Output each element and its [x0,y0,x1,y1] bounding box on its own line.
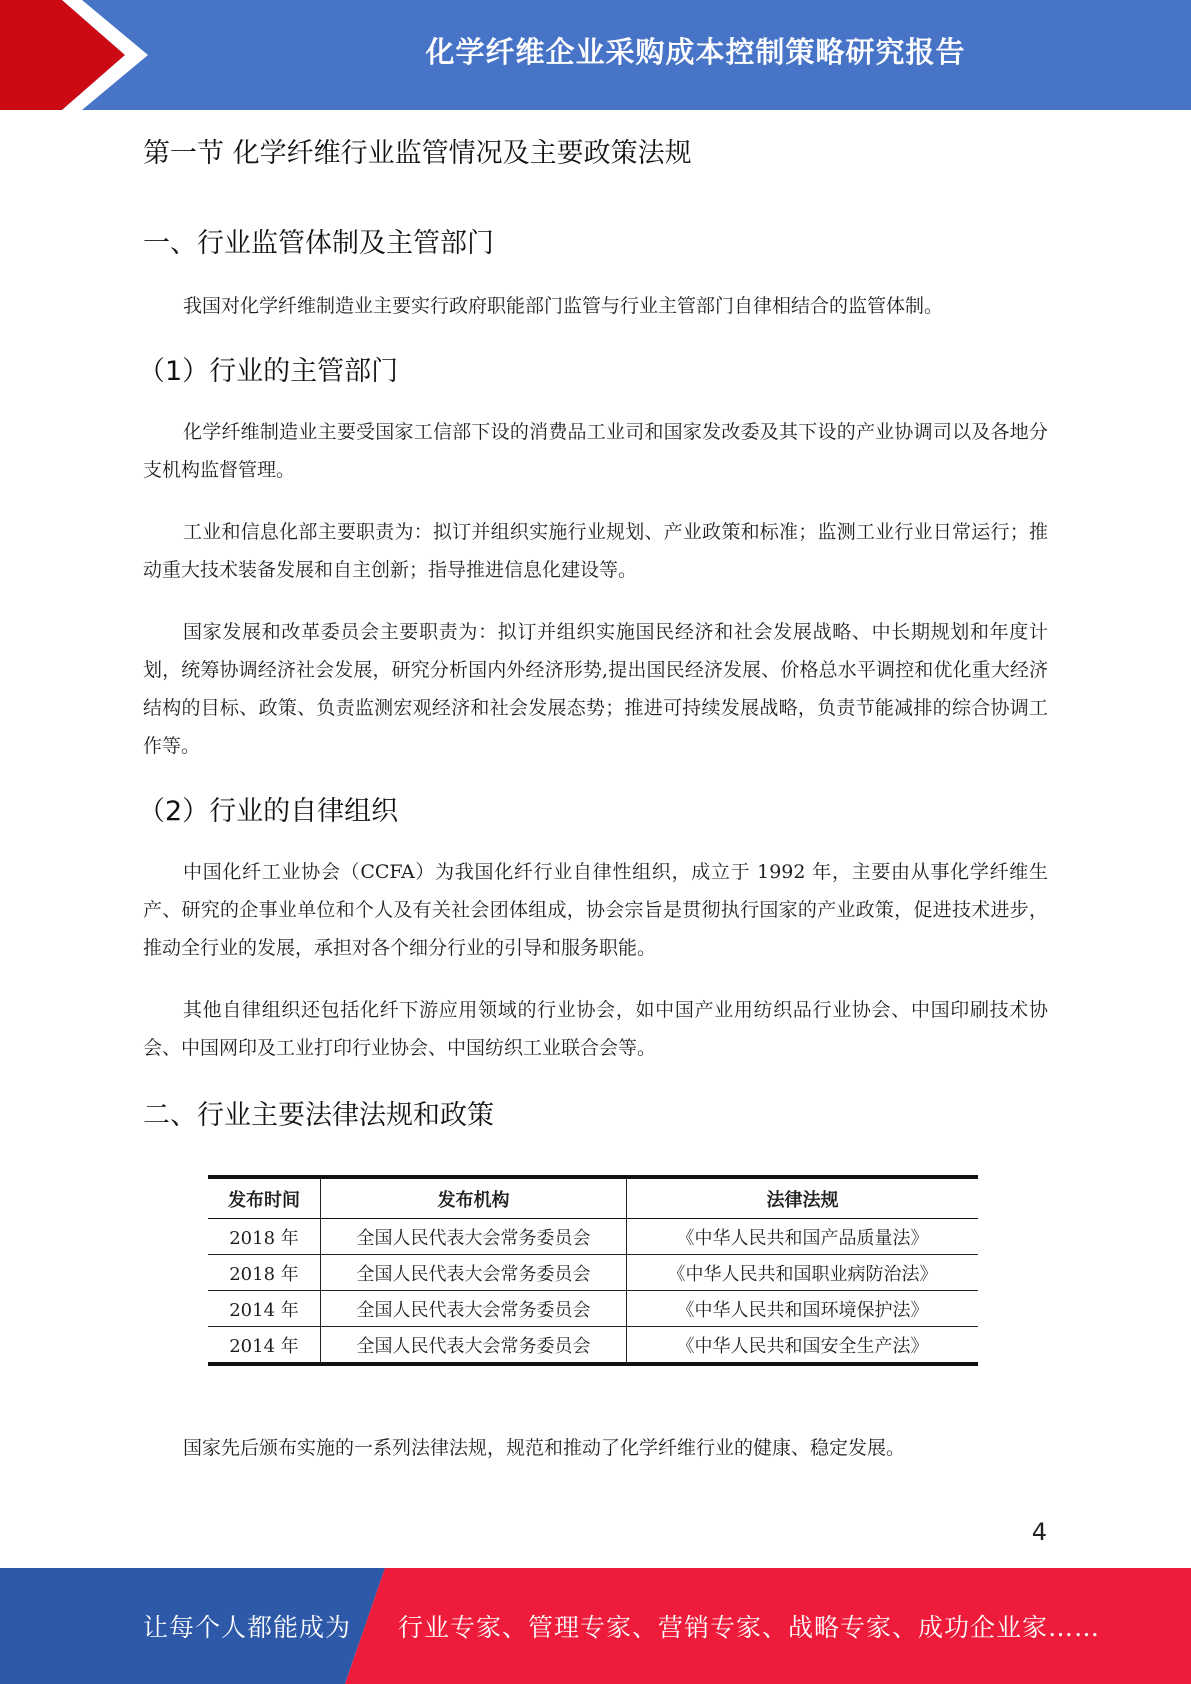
part2-heading: 二、行业主要法律法规和政策 [143,1100,494,1131]
cell-date: 2018 年 [208,1255,321,1291]
cell-law: 《中华人民共和国产品质量法》 [627,1219,979,1255]
sub1-paragraph-3: 国家发展和改革委员会主要职责为：拟订并组织实施国民经济和社会发展战略、中长期规划和年度计划，统筹协调经济社会发展，研究分析国内外经济形势,提出国民经济发展、价格总水平调控和优化重大经济结构的目标、政策、负责监测宏观经济和社会发展态势；推进可持续发展战略，负责节能减排的综合协调工作等。 [143,621,1048,757]
table-row [208,1255,978,1291]
table-row [208,1327,978,1365]
sub1-heading: （1）行业的主管部门 [138,356,399,387]
column-header-date: 发布时间 [208,1177,321,1219]
laws-table [208,1175,978,1366]
section-title: 第一节 化学纤维行业监管情况及主要政策法规 [143,138,692,169]
cell-law: 《中华人民共和国职业病防治法》 [627,1255,979,1291]
page-number: 4 [1031,1518,1047,1546]
column-header-agency: 发布机构 [321,1177,627,1219]
cell-agency: 全国人民代表大会常务委员会 [321,1291,627,1327]
cell-agency: 全国人民代表大会常务委员会 [321,1219,627,1255]
table-header-row [208,1177,978,1219]
cell-agency: 全国人民代表大会常务委员会 [321,1327,627,1365]
cell-law: 《中华人民共和国环境保护法》 [627,1291,979,1327]
footer-slogan-left: 让每个人都能成为 [143,1613,352,1642]
table-row [208,1291,978,1327]
page-footer [0,1568,1191,1684]
column-header-law: 法律法规 [627,1177,979,1219]
part1-heading: 一、行业监管体制及主管部门 [143,228,494,259]
page-header [0,0,1191,110]
sub1-paragraph-2: 工业和信息化部主要职责为：拟订并组织实施行业规划、产业政策和标准；监测工业行业日常运行；推动重大技术装备发展和自主创新；指导推进信息化建设等。 [143,521,1048,581]
sub2-paragraph-2: 其他自律组织还包括化纤下游应用领域的行业协会，如中国产业用纺织品行业协会、中国印刷技术协会、中国网印及工业打印行业协会、中国纺织工业联合会等。 [143,999,1048,1059]
cell-agency: 全国人民代表大会常务委员会 [321,1255,627,1291]
cell-date: 2018 年 [208,1219,321,1255]
report-title: 化学纤维企业采购成本控制策略研究报告 [425,34,966,69]
table-row [208,1219,978,1255]
sub1-paragraph-1: 化学纤维制造业主要受国家工信部下设的消费品工业司和国家发改委及其下设的产业协调司以及各地分支机构监督管理。 [143,421,1048,481]
sub2-heading: （2）行业的自律组织 [138,796,399,827]
part2-closing: 国家先后颁布实施的一系列法律法规，规范和推动了化学纤维行业的健康、稳定发展。 [183,1437,906,1459]
part1-intro: 我国对化学纤维制造业主要实行政府职能部门监管与行业主管部门自律相结合的监管体制。 [183,295,944,317]
cell-date: 2014 年 [208,1291,321,1327]
cell-law: 《中华人民共和国安全生产法》 [627,1327,979,1365]
footer-slogan-right: 行业专家、管理专家、营销专家、战略专家、成功企业家…… [398,1613,1101,1642]
cell-date: 2014 年 [208,1327,321,1365]
sub2-paragraph-1: 中国化纤工业协会（CCFA）为我国化纤行业自律性组织，成立于 1992 年，主要由从事化学纤维生产、研究的企事业单位和个人及有关社会团体组成，协会宗旨是贯彻执行国家的产业政策，促进技术进步，推动全行业的发展，承担对各个细分行业的引导和服务职能。 [143,861,1048,959]
